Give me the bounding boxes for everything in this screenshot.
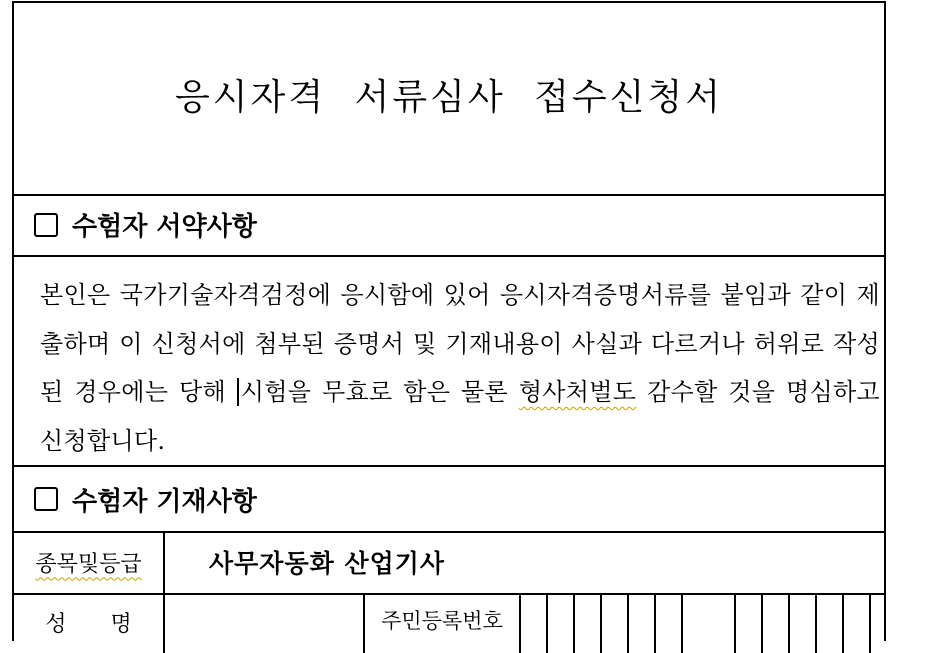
entry-section-header bbox=[14, 467, 884, 533]
resident-id-digit-boxes[interactable] bbox=[521, 593, 884, 653]
checkbox-square-icon bbox=[34, 213, 58, 237]
digit-box[interactable] bbox=[761, 593, 787, 653]
exam-type-value-cell[interactable] bbox=[165, 531, 884, 593]
digit-box[interactable] bbox=[681, 593, 707, 653]
digit-box[interactable] bbox=[842, 593, 868, 653]
name-label-cell bbox=[14, 593, 165, 653]
pledge-text-area[interactable] bbox=[14, 255, 884, 467]
entry-heading: 수험자 기재사항 bbox=[72, 486, 257, 517]
pledge-text-part1: 본인은 국가기술자격검정에 응시함에 있어 응시자격증명서류를 붙임과 같이 제출하며 이 신청서에 첨부된 증명서 및 기재내용이 사실과 다르거나 허위로 작성된 경우에는 당해 bbox=[40, 281, 880, 406]
name-input-cell[interactable] bbox=[165, 593, 365, 653]
table-row-exam-type bbox=[14, 531, 884, 595]
digit-box[interactable] bbox=[573, 593, 599, 653]
pledge-text bbox=[40, 271, 880, 465]
pledge-text-part2: 시험을 무효로 함은 물론 bbox=[240, 378, 519, 406]
resident-id-label: 주민등록번호 bbox=[381, 609, 503, 633]
digit-box[interactable] bbox=[627, 593, 653, 653]
digit-box[interactable] bbox=[815, 593, 841, 653]
application-form bbox=[12, 1, 886, 641]
digit-box[interactable] bbox=[734, 593, 760, 653]
checkbox-square-icon bbox=[34, 487, 58, 511]
table-row-name-id bbox=[14, 593, 884, 653]
exam-type-value: 사무자동화 산업기사 bbox=[209, 549, 446, 578]
pledge-heading: 수험자 서약사항 bbox=[72, 212, 257, 242]
name-label: 성 명 bbox=[45, 612, 132, 637]
form-title: 응시자격 서류심사 접수신청서 bbox=[175, 77, 723, 118]
pledge-section-header bbox=[14, 194, 884, 257]
digit-box[interactable] bbox=[788, 593, 814, 653]
exam-type-label-cell bbox=[14, 531, 165, 593]
digit-box[interactable] bbox=[600, 593, 626, 653]
exam-type-label: 종목및등급 bbox=[35, 551, 142, 577]
text-cursor bbox=[237, 378, 239, 406]
digit-box[interactable] bbox=[869, 593, 895, 653]
resident-id-label-cell bbox=[365, 593, 521, 653]
digit-box[interactable] bbox=[654, 593, 680, 653]
form-title-box bbox=[14, 3, 884, 196]
digit-box[interactable] bbox=[546, 593, 572, 653]
pledge-text-spellcheck-word[interactable]: 형사처벌도 bbox=[518, 378, 637, 406]
pledge-text-part3: 감수할 것을 명심하고 신청합니다. bbox=[40, 378, 880, 455]
